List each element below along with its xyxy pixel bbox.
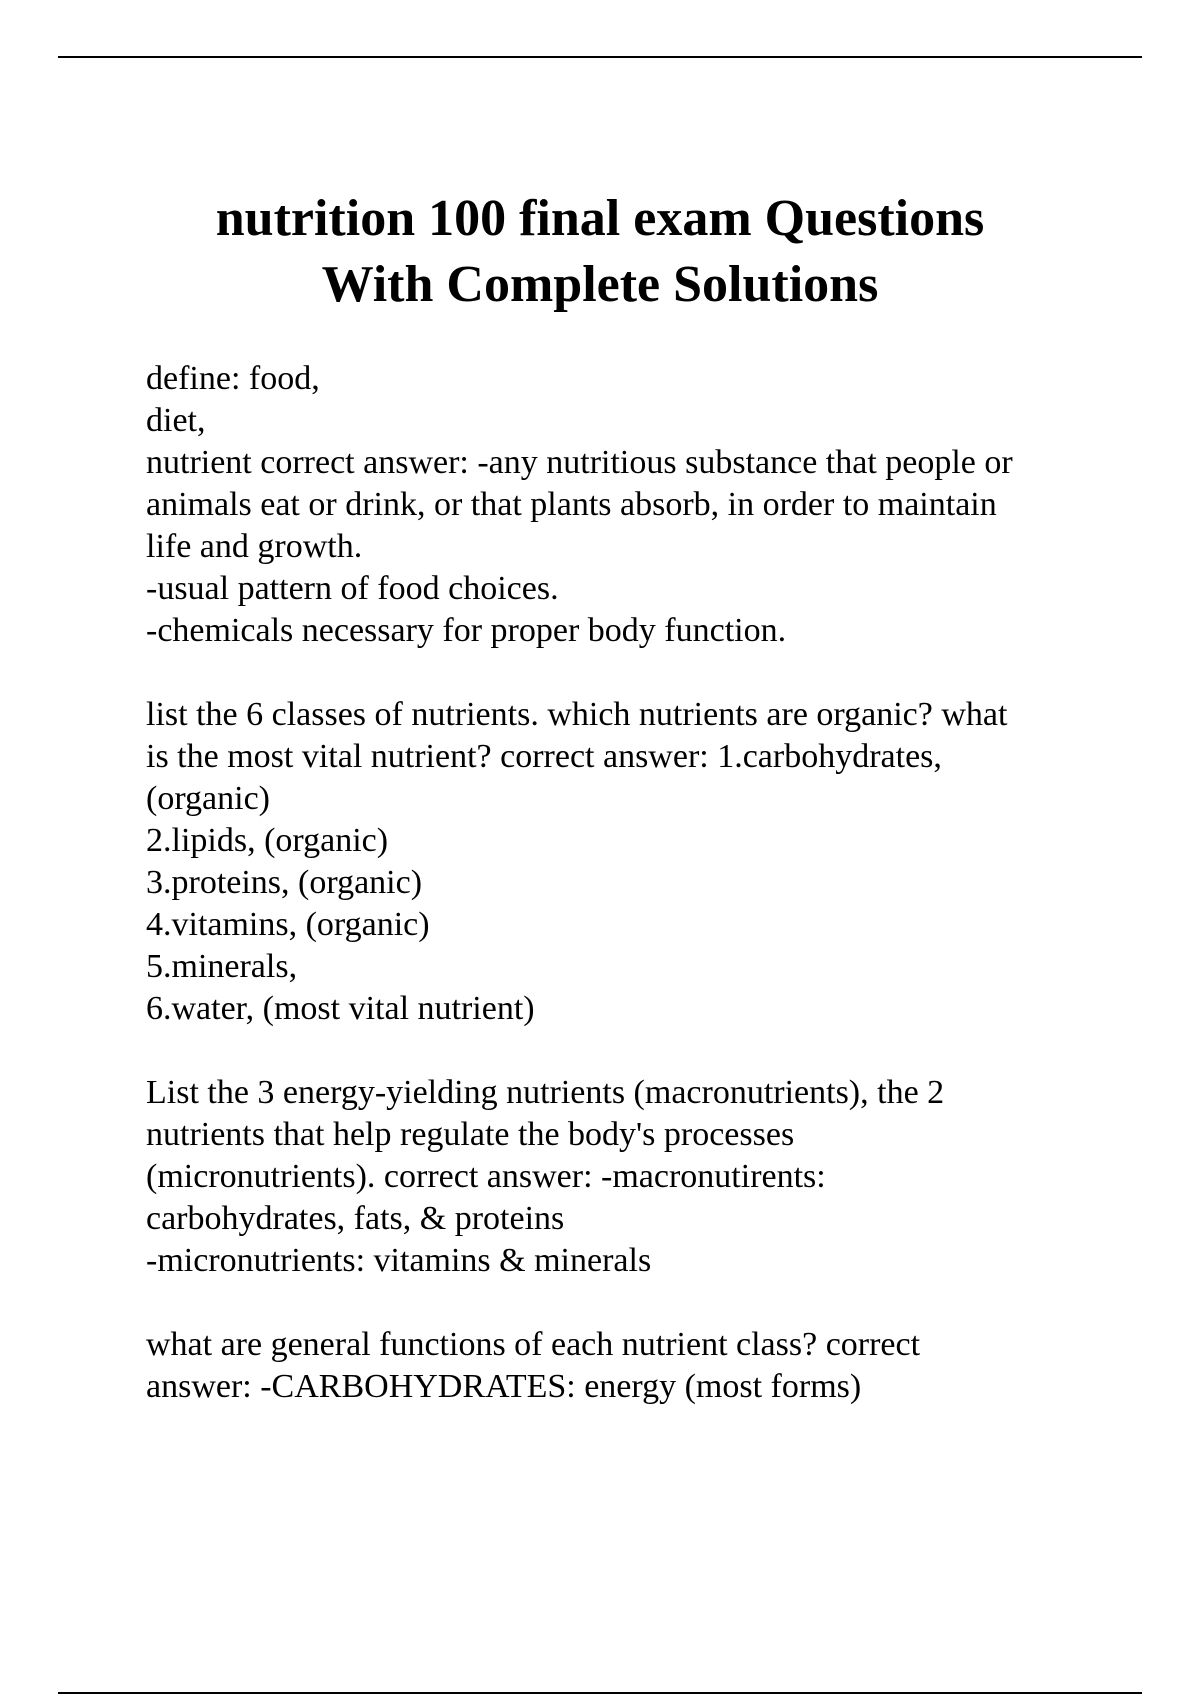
text-line: List the 3 energy-yielding nutrients (macronutrients), the 2	[146, 1074, 945, 1111]
top-rule	[58, 56, 1142, 58]
title-line: nutrition 100 final exam Questions	[215, 190, 985, 247]
text-line: 2.lipids, (organic)	[146, 822, 389, 859]
text-line: -chemicals necessary for proper body function.	[146, 612, 787, 649]
text-line: list the 6 classes of nutrients. which nutrients are organic? what	[146, 696, 1008, 733]
text-line: define: food,	[146, 360, 320, 397]
qa-block-macro-micronutrients	[146, 1072, 1106, 1282]
text-line: what are general functions of each nutrient class? correct	[146, 1326, 921, 1363]
text-line: nutrients that help regulate the body's processes	[146, 1116, 795, 1153]
text-line: -usual pattern of food choices.	[146, 570, 559, 607]
text-line: life and growth.	[146, 528, 363, 565]
text-line: animals eat or drink, or that plants absorb, in order to maintain	[146, 486, 997, 523]
text-line: (organic)	[146, 780, 270, 817]
bottom-rule	[58, 1692, 1142, 1694]
qa-block-nutrient-classes	[146, 694, 1106, 1030]
text-line: 5.minerals,	[146, 948, 298, 985]
page-title	[60, 186, 1140, 318]
qa-block-nutrient-functions	[146, 1324, 1106, 1408]
text-line: nutrient correct answer: -any nutritious substance that people or	[146, 444, 1013, 481]
text-line: is the most vital nutrient? correct answer: 1.carbohydrates,	[146, 738, 942, 775]
text-line: (micronutrients). correct answer: -macronutirents:	[146, 1158, 826, 1195]
text-line: 6.water, (most vital nutrient)	[146, 990, 535, 1027]
title-line: With Complete Solutions	[321, 256, 879, 313]
text-line: carbohydrates, fats, & proteins	[146, 1200, 565, 1237]
document-body	[146, 358, 1106, 1408]
qa-block-food-diet-nutrient	[146, 358, 1106, 652]
text-line: 3.proteins, (organic)	[146, 864, 423, 901]
text-line: answer: -CARBOHYDRATES: energy (most forms)	[146, 1368, 862, 1405]
text-line: 4.vitamins, (organic)	[146, 906, 430, 943]
text-line: diet,	[146, 402, 206, 439]
text-line: -micronutrients: vitamins & minerals	[146, 1242, 652, 1279]
